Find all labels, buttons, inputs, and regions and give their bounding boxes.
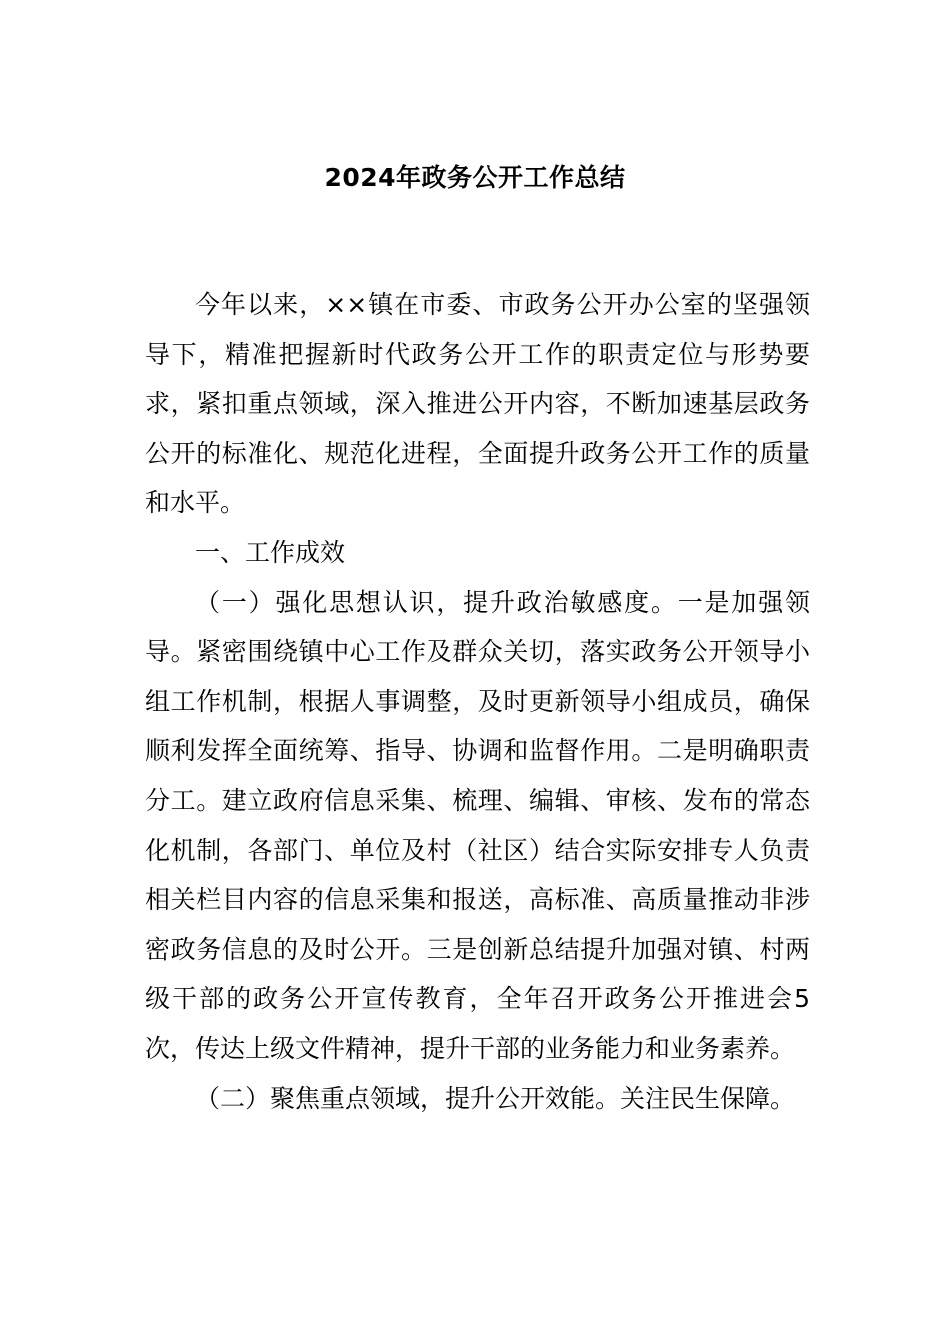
document-body	[145, 280, 810, 1123]
document-title: 2024年政务公开工作总结	[324, 163, 626, 192]
subsection-paragraph-1: （一）强化思想认识，提升政治敏感度。一是加强领导。紧密围绕镇中心工作及群众关切，落实政务公开领导小组工作机制，根据人事调整，及时更新领导小组成员，确保顺利发挥全面统筹、指导、协调和监督作用。二是明确职责分工。建立政府信息采集、梳理、编辑、审核、发布的常态化机制，各部门、单位及村（社区）结合实际安排专人负责相关栏目内容的信息采集和报送，高标准、高质量推动非涉密政务信息的及时公开。三是创新总结提升加强对镇、村两级干部的政务公开宣传教育，全年召开政务公开推进会5次，传达上级文件精神，提升干部的业务能力和业务素养。	[145, 587, 810, 1063]
subsection-paragraph-2: （二）聚焦重点领域，提升公开效能。关注民生保障。	[195, 1083, 796, 1113]
intro-paragraph: 今年以来，××镇在市委、市政务公开办公室的坚强领导下，精准把握新时代政务公开工作的职责定位与形势要求，紧扣重点领域，深入推进公开内容，不断加速基层政务公开的标准化、规范化进程，全面提升政务公开工作的质量和水平。	[145, 290, 810, 518]
section-heading: 一、工作成效	[195, 537, 346, 567]
